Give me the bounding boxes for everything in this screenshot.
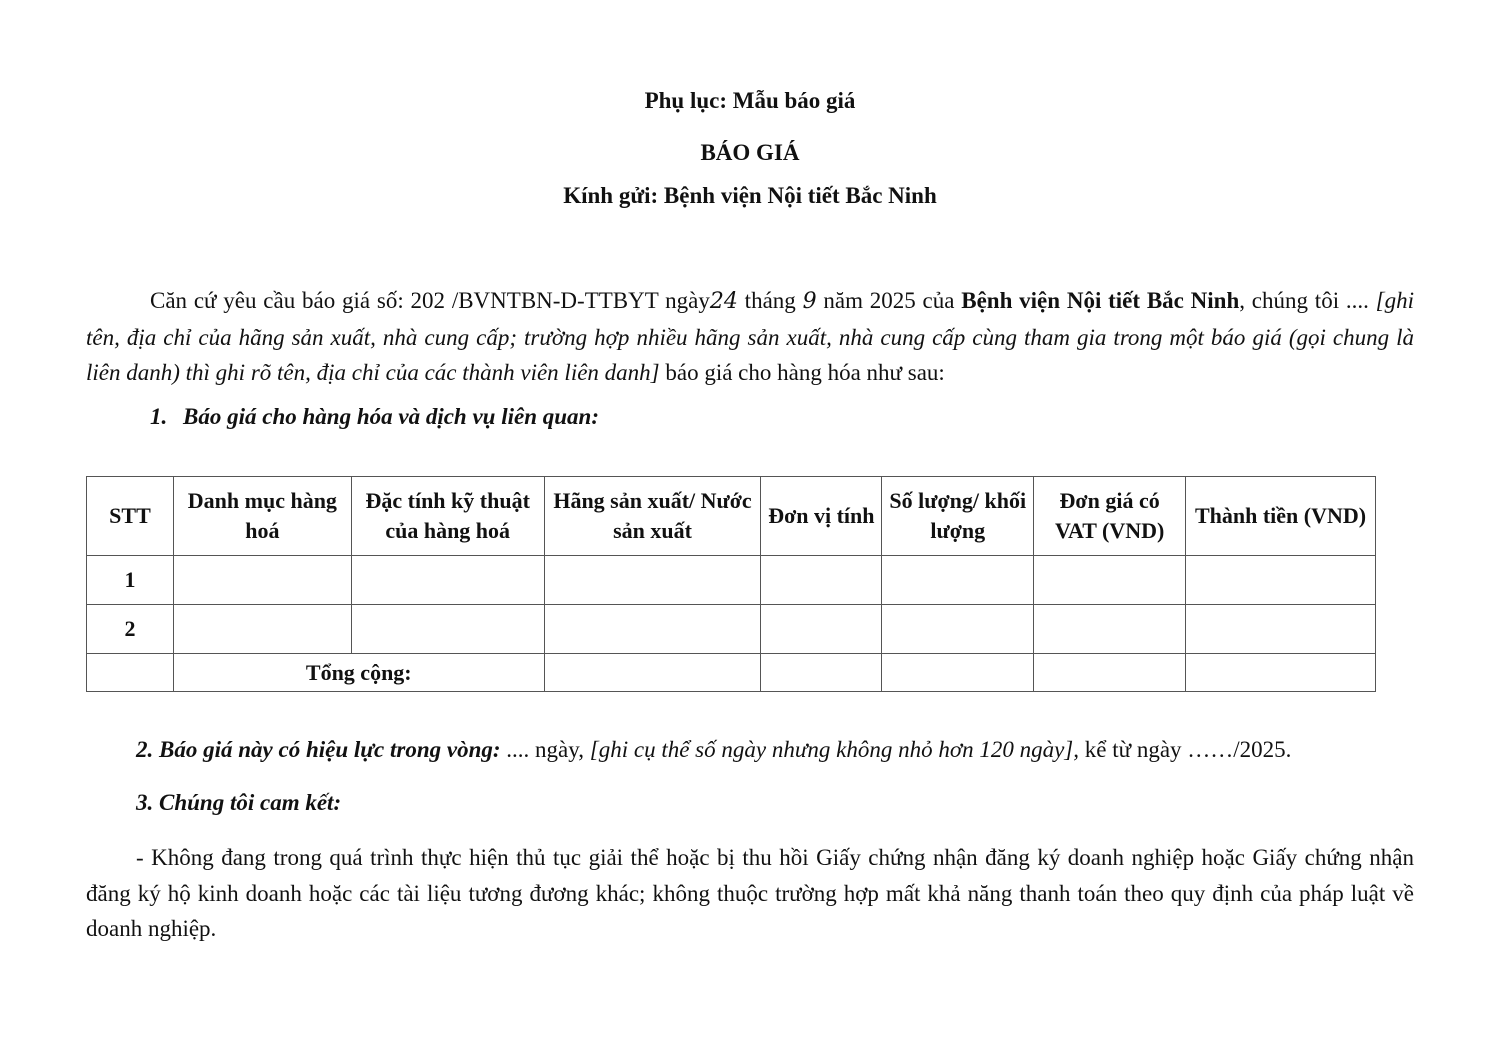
- table-header-row: [87, 477, 1376, 556]
- section-2-instruction: [ghi cụ thể số ngày nhưng không nhỏ hơn 120 ngày],: [589, 737, 1080, 762]
- appendix-title: Phụ lục: Mẫu báo giá: [644, 88, 856, 113]
- table-cell: [1034, 605, 1186, 654]
- table-cell: [761, 654, 882, 692]
- table-cell: [1034, 654, 1186, 692]
- intro-ending: báo giá cho hàng hóa như sau:: [659, 360, 945, 385]
- row-stt: 2: [87, 605, 174, 654]
- request-number: 202 /BVNTBN-D-TTBYT: [410, 288, 659, 313]
- table-cell: [1186, 605, 1376, 654]
- date-word-year: năm 2025 của: [816, 288, 962, 313]
- section-2-label: 2. Báo giá này có hiệu lực trong vòng:: [136, 737, 501, 762]
- table-cell: [351, 556, 544, 605]
- total-label: Tổng cộng:: [173, 654, 544, 692]
- intro-ellipsis: ....: [1345, 288, 1376, 313]
- intro-paragraph: [86, 283, 1414, 391]
- table-cell: [761, 605, 882, 654]
- table-cell: [173, 605, 351, 654]
- date-month: 9: [802, 289, 817, 314]
- table-cell: [882, 605, 1034, 654]
- section-2-ending: kể từ ngày ……/2025.: [1079, 737, 1292, 762]
- section-3-heading: 3. Chúng tôi cam kết:: [136, 790, 342, 815]
- table-row: [87, 556, 1376, 605]
- table-cell: [351, 605, 544, 654]
- section-1-title: Báo giá cho hàng hóa và dịch vụ liên quan:: [183, 404, 599, 429]
- table-cell: [544, 654, 761, 692]
- header-stt: STT: [87, 477, 174, 556]
- table-cell: [544, 605, 761, 654]
- section-2-days: .... ngày,: [500, 737, 590, 762]
- table-cell: [1186, 556, 1376, 605]
- table-cell: [1186, 654, 1376, 692]
- table-cell: [882, 556, 1034, 605]
- header-quantity: Số lượng/ khối lượng: [882, 477, 1034, 556]
- recipient-line: Kính gửi: Bệnh viện Nội tiết Bắc Ninh: [563, 183, 937, 208]
- table-cell: [882, 654, 1034, 692]
- section-2-validity: [136, 737, 1291, 763]
- header-unit-price: Đơn giá có VAT (VND): [1034, 477, 1186, 556]
- table-cell: [87, 654, 174, 692]
- intro-lead: Căn cứ yêu cầu báo giá số:: [150, 288, 411, 313]
- table-total-row: [87, 654, 1376, 692]
- header-manufacturer: Hãng sản xuất/ Nước sản xuất: [544, 477, 761, 556]
- intro-instruction: [ghi tên, địa chỉ của hãng sản xuất, nhà cung cấp; trường hợp nhiều hãng sản xuất, nhà cung cấp cùng tham gia trong một báo giá (gọi chung là liên danh) thì ghi rõ tên, địa chỉ của các thành viên liên danh]: [86, 288, 1415, 385]
- hospital-name: Bệnh viện Nội tiết Bắc Ninh: [961, 288, 1240, 313]
- table-cell: [761, 556, 882, 605]
- header-goods: Danh mục hàng hoá: [173, 477, 351, 556]
- header-specs: Đặc tính kỹ thuật của hàng hoá: [351, 477, 544, 556]
- table-cell: [544, 556, 761, 605]
- section-1-heading: [150, 404, 599, 430]
- commitment-item-1: - Không đang trong quá trình thực hiện thủ tục giải thể hoặc bị thu hồi Giấy chứng nhận đăng ký doanh nghiệp hoặc Giấy chứng nhận đăng ký hộ kinh doanh hoặc các tài liệu tương đương khác; không thuộc trường hợp mất khả năng thanh toán theo quy định của pháp luật về doanh nghiệp.: [86, 845, 1414, 941]
- section-1-number: 1.: [150, 404, 168, 429]
- commitment-paragraph: [86, 840, 1414, 947]
- table-cell: [173, 556, 351, 605]
- date-word-month: tháng: [737, 288, 803, 313]
- date-day: 24: [709, 289, 738, 314]
- header-unit: Đơn vị tính: [761, 477, 882, 556]
- quotation-table: [86, 476, 1376, 692]
- intro-after-hospital: , chúng tôi: [1239, 288, 1346, 313]
- date-word-day: ngày: [658, 288, 710, 313]
- row-stt: 1: [87, 556, 174, 605]
- table-row: [87, 605, 1376, 654]
- table-cell: [1034, 556, 1186, 605]
- header-amount: Thành tiền (VND): [1186, 477, 1376, 556]
- document-title: BÁO GIÁ: [700, 140, 800, 165]
